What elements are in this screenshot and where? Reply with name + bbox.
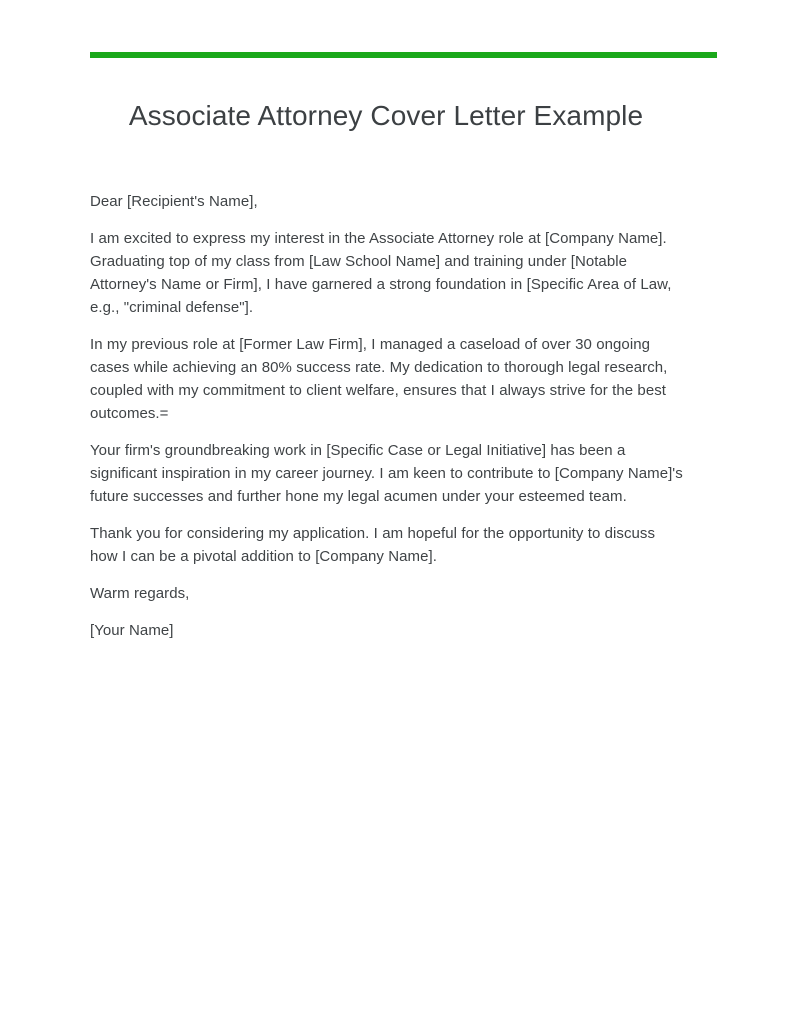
intro-paragraph: I am excited to express my interest in the Associate Attorney role at [Company Name]. Graduating top of my class from [Law School Name] and training under [Notable Attorney's Name or Firm], I have garnered a strong foundation in [Specific Area of Law, e.g., "criminal defense"].: [90, 230, 672, 316]
signoff-paragraph: Warm regards,: [90, 585, 190, 602]
closing-paragraph: Thank you for considering my application. I am hopeful for the opportunity to discuss how I can be a pivotal addition to [Company Name].: [90, 525, 656, 565]
motivation-paragraph: Your firm's groundbreaking work in [Specific Case or Legal Initiative] has been a significant inspiration in my career journey. I am keen to contribute to [Company Name]'s future successes and further hone my legal acumen under your esteemed team.: [90, 442, 683, 505]
signature-name-paragraph: [Your Name]: [90, 622, 174, 639]
accent-bar: [90, 52, 717, 58]
salutation-paragraph: Dear [Recipient's Name],: [90, 193, 258, 210]
experience-paragraph: In my previous role at [Former Law Firm], I managed a caseload of over 30 ongoing cases while achieving an 80% success rate. My dedication to thorough legal research, coupled with my commitment to client welfare, ensures that I always strive for the best outcomes.=: [90, 336, 668, 422]
cover-letter-body: [90, 190, 684, 642]
page-title: Associate Attorney Cover Letter Example: [128, 100, 644, 131]
